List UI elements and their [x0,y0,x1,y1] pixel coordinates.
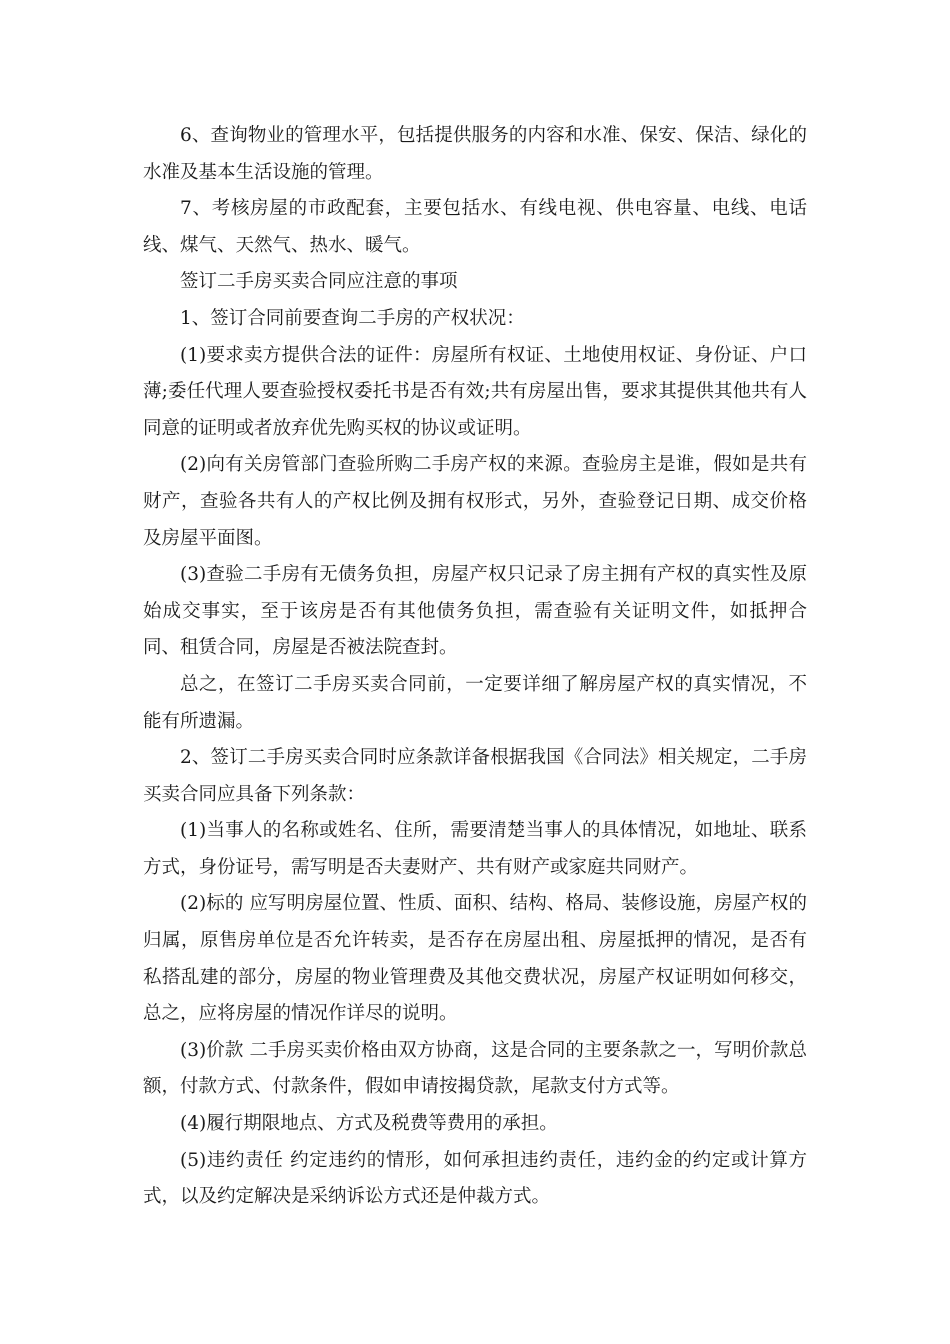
paragraph-check-2: (2)向有关房管部门查验所购二手房产权的来源。查验房主是谁，假如是共有财产，查验各共有人的产权比例及拥有权形式，另外，查验登记日期、成交价格及房屋平面图。 [143,454,807,549]
paragraph-summary: 总之，在签订二手房买卖合同前，一定要详细了解房屋产权的真实情况，不能有所遗漏。 [143,673,807,732]
paragraph-clause-4: (4)履行期限地点、方式及税费等费用的承担。 [180,1113,558,1135]
paragraph-clause-2: (2)标的 应写明房屋位置、性质、面积、结构、格局、装修设施，房屋产权的归属，原售房单位是否允许转卖，是否存在房屋出租、房屋抵押的情况，是否有私搭乱建的部分，房屋的物业管理费及其他交费状况，房屋产权证明如何移交，总之，应将房屋的情况作详尽的说明。 [143,893,807,1025]
paragraph-clause-5: (5)违约责任 约定违约的情形，如何承担违约责任，违约金的约定或计算方式，以及约定解决是采纳诉讼方式还是仲裁方式。 [143,1149,807,1208]
paragraph-check-3: (3)查验二手房有无债务负担，房屋产权只记录了房主拥有产权的真实性及原始成交事实，至于该房是否有其他债务负担，需查验有关证明文件，如抵押合同、租赁合同，房屋是否被法院查封。 [143,564,807,659]
paragraph-item-6: 6、查询物业的管理水平，包括提供服务的内容和水准、保安、保洁、绿化的水准及基本生活设施的管理。 [143,125,807,183]
document-body [143,118,807,1216]
paragraph-clause-3: (3)价款 二手房买卖价格由双方协商，这是合同的主要条款之一，写明价款总额，付款方式、付款条件，假如申请按揭贷款，尾款支付方式等。 [143,1039,807,1098]
paragraph-item-7: 7、考核房屋的市政配套，主要包括水、有线电视、供电容量、电线、电话线、煤气、天然气、热水、暖气。 [143,198,807,256]
paragraph-clauses-title: 2、签订二手房买卖合同时应条款详备根据我国《合同法》相关规定，二手房买卖合同应具备下列条款： [143,747,807,805]
paragraph-clause-1: (1)当事人的名称或姓名、住所，需要清楚当事人的具体情况，如地址、联系方式，身份证号，需写明是否夫妻财产、共有财产或家庭共同财产。 [143,820,807,878]
paragraph-check-1: (1)要求卖方提供合法的证件：房屋所有权证、土地使用权证、身份证、户口薄;委任代理人要查验授权委托书是否有效;共有房屋出售，要求其提供其他共有人同意的证明或者放弃优先购买权的协议或证明。 [143,344,807,439]
section-heading: 签订二手房买卖合同应注意的事项 [180,271,458,293]
paragraph-check-title: 1、签订合同前要查询二手房的产权状况： [180,307,525,329]
